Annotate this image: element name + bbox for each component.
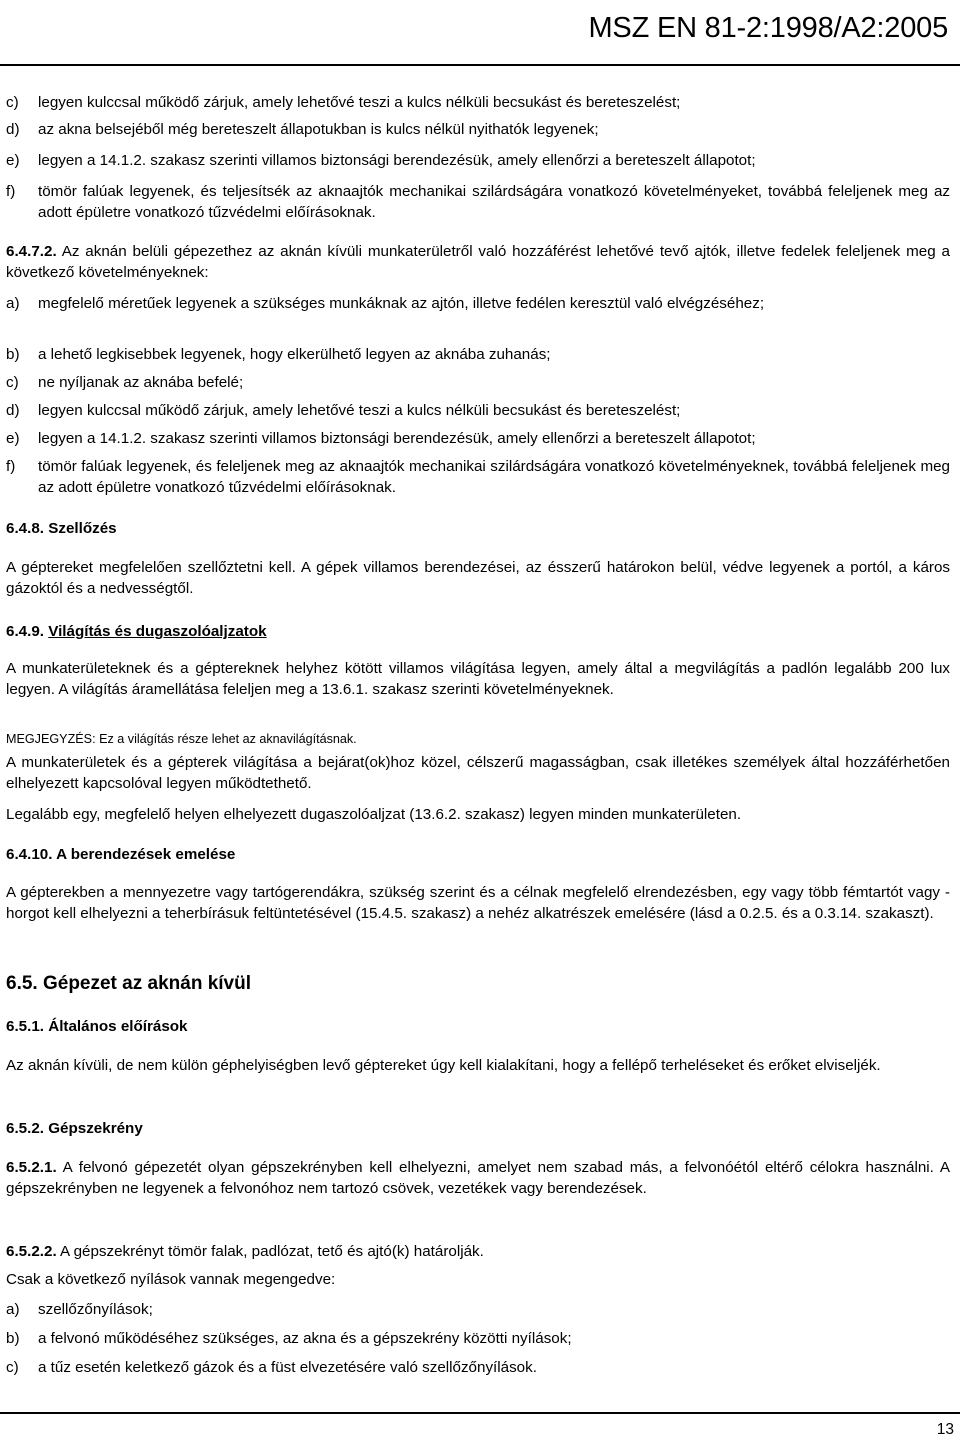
section-title: A berendezések emelése (56, 846, 236, 863)
list-item (6, 93, 950, 114)
section-number: 6.5.2.1. (6, 1159, 57, 1176)
list-label: e) (6, 152, 20, 169)
paragraph: A géptereket megfelelően szellőztetni kell. A gépek villamos berendezései, az ésszerű határokon belül, védve legyenek a portól, a káros gázoktól és a nedvességtől. (6, 559, 950, 597)
section-number: 6.4.7.2. (6, 243, 57, 260)
list-item (6, 1329, 950, 1350)
note: MEGJEGYZÉS: Ez a világítás része lehet az aknavilágításnak. (6, 732, 357, 746)
section-heading-6-5: 6.5. Gépezet az aknán kívül (6, 973, 251, 994)
list-text: legyen kulccsal működő zárjuk, amely lehetővé teszi a kulcs nélküli becsukást és bereteszelést; (38, 402, 681, 419)
list-item (6, 429, 950, 450)
list-text: szellőzőnyílások; (38, 1301, 153, 1318)
list-label: c) (6, 374, 19, 391)
section-number: 6.5.2. (6, 1120, 44, 1137)
list-text: megfelelő méretűek legyenek a szükséges munkáknak az ajtón, illetve fedélen keresztül való elvégzéséhez; (38, 295, 765, 312)
list-label: b) (6, 1330, 20, 1347)
section-text: A felvonó gépezetét olyan gépszekrényben kell elhelyezni, amelyet nem szabad más, a felvonóétól eltérő célokra használni. A gépszekrényben ne legyenek a felvonóhoz nem tartozó csövek, vezetékek vagy berendezések. (6, 1159, 950, 1197)
list-item (6, 1300, 950, 1321)
list-label: e) (6, 430, 20, 447)
paragraph: A gépterekben a mennyezetre vagy tartógerendákra, szükség szerint és a célnak megfelelő elrendezésben, egy vagy több fémtartót vagy -horgot kell elhelyezni a teherbírásuk feltüntetésével (15.4.5. szakasz) a nehéz alkatrészek emelésére (lásd a 0.2.5. és a 0.3.14. szakaszt). (6, 884, 950, 922)
list-label: a) (6, 1301, 20, 1318)
list-text: legyen kulccsal működő zárjuk, amely lehetővé teszi a kulcs nélküli becsukást és bereteszelést; (38, 94, 681, 111)
list-label: f) (6, 183, 16, 200)
list-item (6, 1358, 950, 1379)
section-title: Általános előírások (48, 1018, 188, 1035)
section-heading-6-5-1 (6, 1017, 950, 1038)
section-6-5-2-2 (6, 1242, 950, 1263)
section-6-4-7-2 (6, 242, 950, 283)
section-number: 6.5.2.2. (6, 1243, 57, 1260)
section-number: 6.5.1. (6, 1018, 44, 1035)
paragraph: A munkaterületek és a gépterek világítása a bejárat(ok)hoz közel, célszerű magasságban, csak illetékes személyek által hozzáférhetően elhelyezett kapcsolóval legyen működtethető. (6, 754, 950, 792)
section-number: 6.4.10. (6, 846, 53, 863)
list-text: tömör falúak legyenek, és teljesítsék az aknaajtók mechanikai szilárdságára vonatkozó követelményeket, továbbá feleljenek meg az adott épületre vonatkozó tűzvédelmi előírásoknak. (38, 183, 950, 221)
section-heading-6-4-8 (6, 519, 950, 540)
section-text: A gépszekrényt tömör falak, padlózat, tető és ajtó(k) határolják. (56, 1243, 484, 1260)
section-heading-6-4-10 (6, 845, 950, 866)
section-heading-6-5-2 (6, 1119, 950, 1140)
header-rule (0, 64, 960, 66)
standard-id: MSZ EN 81-2:1998/A2:2005 (588, 12, 948, 44)
list-label: c) (6, 1359, 19, 1376)
list-text: tömör falúak legyenek, és feleljenek meg az aknaajtók mechanikai szilárdságára vonatkozó követelményeknek, továbbá feleljenek meg az adott épületre vonatkozó tűzvédelmi előírásoknak. (38, 458, 950, 496)
list-item (6, 373, 950, 394)
section-number: 6.4.9. (6, 623, 44, 640)
list-item (6, 120, 950, 141)
list-item (6, 401, 950, 422)
list-item (6, 345, 950, 366)
list-text: az akna belsejéből még bereteszelt állapotukban is kulcs nélkül nyithatók legyenek; (38, 121, 599, 138)
list-text: legyen a 14.1.2. szakasz szerinti villamos biztonsági berendezésük, amely ellenőrzi a bereteszelt állapotot; (38, 430, 756, 447)
list-text: a lehető legkisebbek legyenek, hogy elkerülhető legyen az aknába zuhanás; (38, 346, 551, 363)
footer-rule (0, 1412, 960, 1414)
paragraph: A munkaterületeknek és a géptereknek helyhez kötött villamos világítása legyen, amely által a megvilágítás a padlón legalább 200 lux legyen. A világítás áramellátása feleljen meg a 13.6.1. szakasz szerinti követelményeknek. (6, 660, 950, 698)
list-label: c) (6, 94, 19, 111)
section-title: Gépszekrény (48, 1120, 143, 1137)
list-item (6, 182, 950, 223)
paragraph: Az aknán kívüli, de nem külön géphelyiségben levő géptereket úgy kell kialakítani, hogy a fellépő terheléseket és erőket elviseljék. (6, 1057, 881, 1074)
section-text: Az aknán belüli gépezethez az aknán kívüli munkaterületről való hozzáférést lehetővé tevő ajtók, illetve fedelek feleljenek meg a következő követelményeknek: (6, 243, 950, 281)
section-title: Szellőzés (48, 520, 117, 537)
list-item (6, 294, 950, 315)
section-6-5-2-1 (6, 1158, 950, 1199)
list-label: b) (6, 346, 20, 363)
list-label: d) (6, 402, 20, 419)
list-text: legyen a 14.1.2. szakasz szerinti villamos biztonsági berendezésük, amely ellenőrzi a bereteszelt állapotot; (38, 152, 756, 169)
section-number: 6.4.8. (6, 520, 44, 537)
page-number: 13 (936, 1421, 954, 1438)
list-text: a felvonó működéséhez szükséges, az akna és a gépszekrény közötti nyílások; (38, 1330, 572, 1347)
section-heading-6-4-9 (6, 622, 950, 643)
paragraph: Legalább egy, megfelelő helyen elhelyezett dugaszolóaljzat (13.6.2. szakasz) legyen minden munkaterületen. (6, 806, 742, 823)
list-item (6, 457, 950, 498)
paragraph: Csak a következő nyílások vannak megengedve: (6, 1271, 336, 1288)
list-label: d) (6, 121, 20, 138)
list-text: ne nyíljanak az aknába befelé; (38, 374, 244, 391)
list-item (6, 151, 950, 172)
list-label: f) (6, 458, 16, 475)
list-label: a) (6, 295, 20, 312)
list-text: a tűz esetén keletkező gázok és a füst elvezetésére való szellőzőnyílások. (38, 1359, 537, 1376)
section-title: Világítás és dugaszolóaljzatok (48, 623, 267, 640)
